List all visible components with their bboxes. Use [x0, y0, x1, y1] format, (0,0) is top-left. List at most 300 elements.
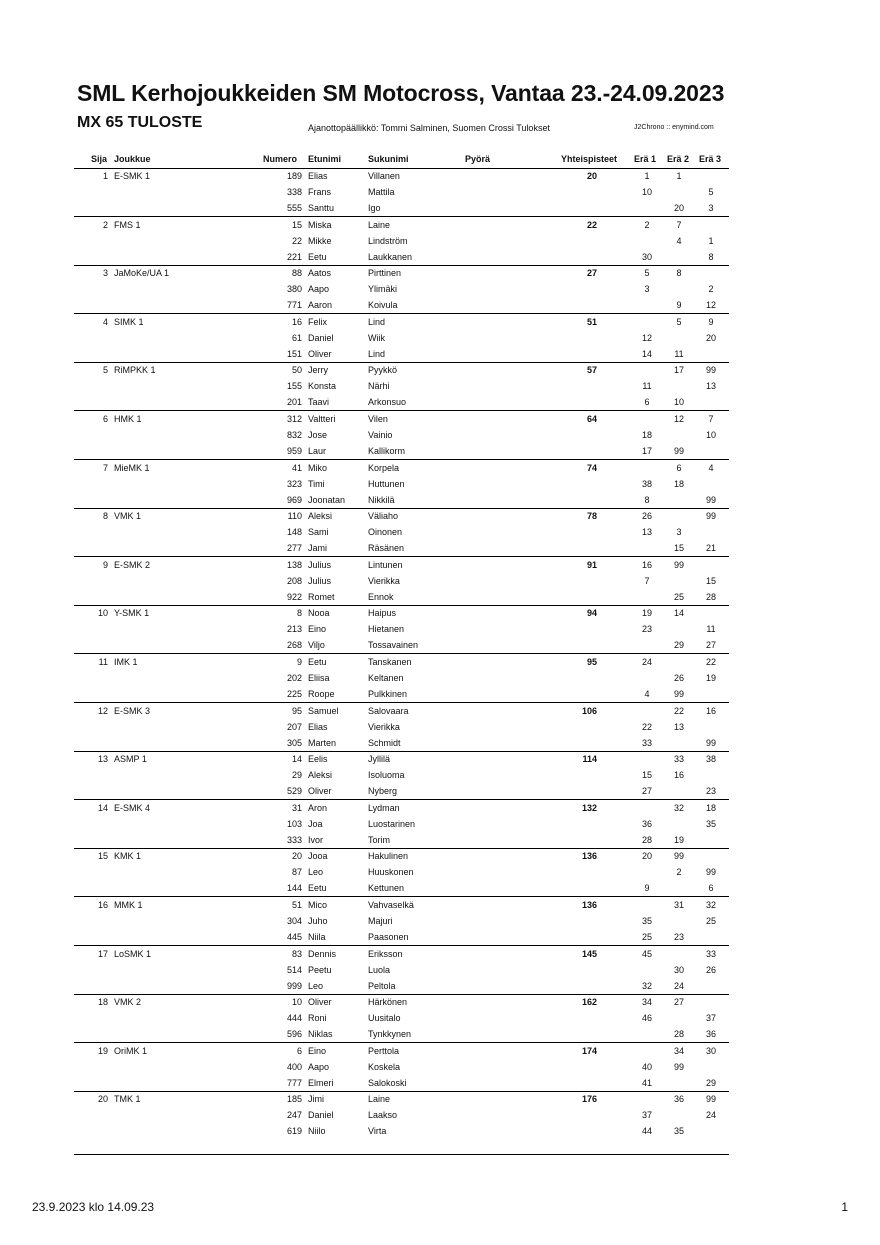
rider-first-name: Miska	[308, 219, 332, 230]
heat1-points: 12	[641, 332, 652, 343]
rider-first-name: Aaron	[308, 300, 333, 311]
rider-last-name: Härkönen	[368, 997, 408, 1008]
heat1-points: 11	[642, 381, 652, 392]
team-divider	[74, 702, 729, 703]
team-rank: 4	[102, 316, 108, 327]
rider-number: 338	[286, 187, 302, 197]
rider-number: 555	[286, 203, 302, 213]
heat2-points: 15	[673, 543, 684, 554]
page-number: 1	[841, 1200, 848, 1214]
rider-last-name: Paasonen	[368, 932, 409, 942]
rider-first-name: Aatos	[308, 268, 332, 279]
team-name: VMK 2	[114, 997, 142, 1008]
rider-number: 305	[286, 737, 302, 748]
team-total-points: 57	[586, 365, 597, 376]
rider-first-name: Julius	[308, 559, 332, 570]
rider-first-name: Viljo	[308, 640, 325, 651]
rider-last-name: Isoluoma	[368, 770, 405, 781]
team-rank: 18	[97, 997, 108, 1008]
heat2-points: 35	[673, 1126, 684, 1137]
rider-last-name: Luostarinen	[368, 818, 416, 829]
team-total-points: 106	[581, 705, 597, 716]
team-rank: 8	[102, 511, 108, 522]
team-total-points: 51	[586, 316, 597, 327]
heat1-points: 1	[644, 171, 650, 181]
col-header-era2: Erä 2	[667, 154, 690, 164]
team-name: JaMoKe/UA 1	[114, 268, 170, 279]
heat1-points: 17	[641, 446, 652, 456]
team-divider	[74, 459, 729, 460]
rider-last-name: Pulkkinen	[368, 689, 408, 699]
heat1-points: 6	[644, 397, 650, 408]
rider-number: 380	[286, 284, 302, 295]
heat3-points: 99	[705, 1094, 716, 1105]
rider-last-name: Villanen	[368, 171, 400, 181]
team-rank: 9	[102, 559, 108, 570]
team-name: VMK 1	[114, 511, 142, 522]
rider-last-name: Vierikka	[368, 721, 400, 732]
heat1-points: 35	[641, 916, 652, 926]
heat2-points: 36	[673, 1094, 684, 1105]
col-header-sukunimi: Sukunimi	[368, 154, 409, 164]
heat3-points: 27	[705, 640, 716, 651]
rider-first-name: Jerry	[308, 365, 328, 376]
heat1-points: 19	[641, 608, 652, 619]
team-divider	[74, 313, 729, 314]
heat1-points: 3	[644, 284, 650, 295]
heat1-points: 33	[641, 737, 652, 748]
heat3-points: 99	[705, 867, 716, 878]
team-divider	[74, 896, 729, 897]
heat1-points: 5	[644, 268, 650, 279]
heat2-points: 99	[673, 1061, 684, 1072]
heat1-points: 9	[644, 883, 650, 894]
rider-number: 61	[291, 332, 302, 343]
team-total-points: 22	[586, 219, 597, 230]
rider-number: 922	[286, 591, 302, 602]
team-total-points: 174	[581, 1045, 597, 1056]
heat1-points: 7	[644, 575, 650, 586]
heat2-points: 13	[673, 721, 684, 732]
team-divider	[74, 994, 729, 995]
rider-number: 529	[286, 786, 302, 797]
team-total-points: 136	[581, 900, 597, 910]
team-name: IMK 1	[114, 657, 138, 667]
team-divider	[74, 605, 729, 606]
rider-number: 15	[291, 219, 302, 230]
team-divider	[74, 556, 729, 557]
rider-first-name: Konsta	[308, 381, 337, 392]
col-header-joukkue: Joukkue	[114, 154, 151, 164]
rider-first-name: Romet	[308, 591, 335, 602]
team-divider	[74, 653, 729, 654]
team-rank: 13	[97, 754, 108, 765]
rider-first-name: Aleksi	[308, 770, 333, 781]
heat1-points: 2	[644, 219, 650, 230]
heat2-points: 99	[673, 851, 684, 862]
heat3-points: 25	[705, 916, 716, 926]
team-name: HMK 1	[114, 414, 142, 424]
page-title: SML Kerhojoukkeiden SM Motocross, Vantaa 23.-24.09.2023	[77, 80, 725, 106]
rider-last-name: Vierikka	[368, 575, 400, 586]
rider-number: 8	[296, 608, 302, 619]
heat1-points: 41	[641, 1077, 652, 1088]
team-name: Y-SMK 1	[114, 608, 150, 619]
rider-last-name: Hakulinen	[368, 851, 409, 862]
rider-last-name: Kettunen	[368, 883, 405, 894]
rider-first-name: Mikke	[308, 235, 332, 246]
heat3-points: 36	[705, 1029, 716, 1040]
heat1-points: 16	[641, 559, 652, 570]
rider-last-name: Lindström	[368, 235, 408, 246]
rider-first-name: Leo	[308, 980, 324, 991]
rider-last-name: Tynkkynen	[368, 1029, 412, 1040]
heat2-points: 3	[676, 527, 682, 538]
heat2-points: 29	[673, 640, 684, 651]
heat3-points: 10	[705, 430, 716, 440]
heat3-points: 1	[708, 235, 714, 246]
heat2-points: 24	[673, 980, 684, 991]
team-divider	[74, 508, 729, 509]
rider-first-name: Eetu	[308, 883, 327, 894]
rider-number: 832	[286, 430, 302, 440]
rider-last-name: Vilen	[368, 414, 388, 424]
team-name: MMK 1	[114, 900, 143, 910]
heat3-points: 6	[708, 883, 714, 894]
rider-number: 87	[291, 867, 302, 878]
rider-first-name: Leo	[308, 867, 324, 878]
team-name: ASMP 1	[114, 754, 147, 765]
rider-number: 277	[286, 543, 302, 554]
rider-first-name: Felix	[308, 316, 328, 327]
rider-number: 155	[286, 381, 302, 392]
heat1-points: 8	[644, 494, 650, 505]
rider-number: 213	[286, 624, 302, 635]
rider-number: 959	[286, 446, 302, 456]
team-rank: 17	[97, 948, 108, 959]
heat2-points: 99	[673, 689, 684, 699]
heat1-points: 46	[641, 1013, 652, 1024]
rider-last-name: Vahvaselkä	[368, 900, 414, 910]
rider-first-name: Valtteri	[308, 414, 336, 424]
team-divider	[74, 848, 729, 849]
heat3-points: 20	[705, 332, 716, 343]
rider-number: 31	[291, 802, 302, 813]
rider-first-name: Ivor	[308, 834, 324, 845]
rider-number: 225	[286, 689, 302, 699]
team-name: SIMK 1	[114, 316, 144, 327]
rider-last-name: Schmidt	[368, 737, 401, 748]
team-rank: 7	[102, 462, 108, 473]
rider-number: 999	[286, 980, 302, 991]
heat3-points: 13	[705, 381, 716, 392]
team-divider	[74, 1091, 729, 1092]
team-rank: 12	[97, 705, 108, 716]
team-name: MieMK 1	[114, 462, 150, 473]
col-header-sija: Sija	[91, 154, 108, 164]
team-divider	[74, 1042, 729, 1043]
rider-number: 514	[286, 964, 302, 975]
team-rank: 3	[102, 268, 108, 279]
team-rank: 5	[102, 365, 108, 376]
heat3-points: 99	[705, 365, 716, 376]
team-rank: 2	[102, 219, 108, 230]
rider-first-name: Jose	[308, 430, 328, 440]
rider-first-name: Aron	[308, 802, 328, 813]
rider-first-name: Eelis	[308, 754, 328, 765]
col-header-era1: Erä 1	[634, 154, 657, 164]
rider-first-name: Oliver	[308, 786, 332, 797]
col-header-pyora: Pyörä	[465, 154, 491, 164]
heat1-points: 32	[641, 980, 652, 991]
rider-number: 304	[286, 916, 302, 926]
rider-last-name: Huttunen	[368, 478, 405, 489]
heat2-points: 2	[676, 867, 682, 878]
rider-first-name: Julius	[308, 575, 332, 586]
rider-last-name: Korpela	[368, 462, 400, 473]
heat3-points: 37	[705, 1013, 716, 1024]
rider-last-name: Laine	[368, 219, 391, 230]
rider-last-name: Salokoski	[368, 1077, 407, 1088]
rider-first-name: Timi	[308, 478, 325, 489]
heat3-points: 12	[705, 300, 716, 311]
rider-last-name: Nikkilä	[368, 494, 395, 505]
team-name: E-SMK 3	[114, 705, 151, 716]
rider-number: 83	[291, 948, 302, 959]
rider-last-name: Lydman	[368, 802, 400, 813]
rider-number: 201	[286, 397, 302, 408]
heat1-points: 40	[641, 1061, 652, 1072]
heat2-points: 4	[676, 235, 682, 246]
rider-last-name: Tossavainen	[368, 640, 419, 651]
heat2-points: 30	[673, 964, 684, 975]
rider-first-name: Niila	[308, 932, 326, 942]
heat3-points: 30	[705, 1045, 716, 1056]
rider-first-name: Sami	[308, 527, 329, 538]
rider-number: 969	[286, 494, 302, 505]
rider-first-name: Roope	[308, 689, 335, 699]
rider-last-name: Ennok	[368, 591, 394, 602]
col-header-era3: Erä 3	[699, 154, 722, 164]
team-divider	[74, 216, 729, 217]
team-name: LoSMK 1	[114, 948, 152, 959]
rider-first-name: Laur	[308, 446, 327, 456]
rider-last-name: Ylimäki	[368, 284, 398, 295]
rider-number: 444	[286, 1013, 302, 1024]
rider-first-name: Miko	[308, 462, 328, 473]
rider-last-name: Laine	[368, 1094, 391, 1105]
rider-last-name: Lind	[368, 348, 386, 359]
rider-number: 323	[286, 478, 302, 489]
rider-last-name: Kallikorm	[368, 446, 406, 456]
heat2-points: 19	[673, 834, 684, 845]
heat3-points: 19	[705, 673, 716, 683]
rider-first-name: Aapo	[308, 284, 330, 295]
heat2-points: 34	[673, 1045, 684, 1056]
rider-first-name: Santtu	[308, 203, 335, 213]
team-total-points: 91	[586, 559, 597, 570]
heat1-points: 10	[641, 187, 652, 197]
heat3-points: 28	[705, 591, 716, 602]
heat2-points: 28	[673, 1029, 684, 1040]
heat2-points: 12	[673, 414, 684, 424]
rider-number: 247	[286, 1110, 302, 1121]
rider-number: 333	[286, 834, 302, 845]
rider-last-name: Eriksson	[368, 948, 403, 959]
team-name: RiMPKK 1	[114, 365, 156, 376]
rider-number: 138	[286, 559, 302, 570]
rider-last-name: Luola	[368, 964, 391, 975]
rider-last-name: Torim	[368, 834, 390, 845]
heat2-points: 5	[676, 316, 682, 327]
heat2-points: 9	[676, 300, 682, 311]
rider-number: 189	[286, 171, 302, 181]
rider-number: 268	[286, 640, 302, 651]
rider-number: 88	[291, 268, 302, 279]
rider-number: 777	[286, 1077, 302, 1088]
rider-first-name: Aapo	[308, 1061, 330, 1072]
rider-last-name: Keltanen	[368, 673, 404, 683]
rider-first-name: Marten	[308, 737, 337, 748]
rider-last-name: Wiik	[368, 332, 385, 343]
heat3-points: 32	[705, 900, 716, 910]
heat1-points: 30	[641, 251, 652, 262]
team-name: E-SMK 2	[114, 559, 151, 570]
heat2-points: 11	[674, 348, 684, 359]
heat1-points: 37	[641, 1110, 652, 1121]
heat3-points: 29	[705, 1077, 716, 1088]
rider-first-name: Eliisa	[308, 673, 330, 683]
team-name: OriMK 1	[114, 1045, 148, 1056]
team-name: TMK 1	[114, 1094, 141, 1105]
team-total-points: 145	[581, 948, 597, 959]
rider-last-name: Laakso	[368, 1110, 398, 1121]
rider-first-name: Eino	[308, 624, 327, 635]
team-total-points: 20	[586, 171, 597, 181]
heat2-points: 14	[673, 608, 684, 619]
heat3-points: 18	[705, 802, 716, 813]
rider-first-name: Samuel	[308, 705, 339, 716]
heat2-points: 23	[673, 932, 684, 942]
heat2-points: 31	[673, 900, 684, 910]
rider-number: 95	[291, 705, 302, 716]
heat1-points: 26	[641, 511, 652, 522]
heat3-points: 23	[705, 786, 716, 797]
rider-first-name: Daniel	[308, 332, 334, 343]
rider-number: 50	[291, 365, 302, 376]
rider-first-name: Aleksi	[308, 511, 333, 522]
heat1-points: 4	[644, 689, 650, 699]
rider-last-name: Vainio	[368, 430, 393, 440]
team-total-points: 114	[582, 754, 597, 765]
rider-first-name: Oliver	[308, 997, 332, 1008]
rider-first-name: Mico	[308, 900, 328, 910]
rider-last-name: Laukkanen	[368, 251, 413, 262]
heat1-points: 23	[641, 624, 652, 635]
rider-first-name: Elias	[308, 171, 328, 181]
rider-last-name: Pyykkö	[368, 365, 398, 376]
team-rank: 16	[97, 900, 108, 910]
heat1-points: 18	[641, 430, 652, 440]
team-divider	[74, 799, 729, 800]
team-name: E-SMK 1	[114, 171, 151, 181]
team-total-points: 95	[586, 657, 597, 667]
rider-number: 29	[291, 770, 302, 781]
rider-last-name: Huuskonen	[368, 867, 414, 878]
header-divider	[74, 168, 729, 169]
heat1-points: 15	[641, 770, 652, 781]
rider-first-name: Nooa	[308, 608, 330, 619]
team-divider	[74, 362, 729, 363]
rider-number: 208	[286, 575, 302, 586]
heat3-points: 8	[708, 251, 714, 262]
rider-first-name: Frans	[308, 187, 332, 197]
heat2-points: 26	[673, 673, 684, 683]
heat1-points: 13	[641, 527, 652, 538]
rider-first-name: Eino	[308, 1045, 327, 1056]
heat3-points: 99	[705, 494, 716, 505]
team-total-points: 94	[586, 608, 597, 619]
rider-number: 312	[286, 414, 302, 424]
team-divider	[74, 1154, 729, 1155]
heat3-points: 33	[705, 948, 716, 959]
team-rank: 15	[97, 851, 108, 862]
rider-first-name: Dennis	[308, 948, 337, 959]
heat3-points: 4	[708, 462, 714, 473]
team-total-points: 27	[586, 268, 597, 279]
rider-last-name: Virta	[368, 1126, 387, 1137]
rider-first-name: Peetu	[308, 964, 332, 975]
heat2-points: 1	[676, 171, 682, 181]
heat3-points: 38	[705, 754, 716, 765]
team-total-points: 78	[586, 511, 597, 522]
rider-last-name: Uusitalo	[368, 1013, 401, 1024]
heat1-points: 24	[641, 657, 652, 667]
rider-last-name: Tanskanen	[368, 657, 412, 667]
rider-first-name: Daniel	[308, 1110, 334, 1121]
rider-number: 16	[291, 316, 302, 327]
rider-last-name: Igo	[368, 203, 381, 213]
rider-first-name: Niilo	[308, 1126, 326, 1137]
heat3-points: 11	[706, 624, 716, 635]
heat3-points: 26	[705, 964, 716, 975]
heat1-points: 36	[641, 818, 652, 829]
heat1-points: 25	[641, 932, 652, 942]
rider-last-name: Lind	[368, 316, 386, 327]
rider-number: 619	[286, 1126, 302, 1137]
heat1-points: 45	[641, 948, 652, 959]
heat3-points: 99	[705, 737, 716, 748]
heat3-points: 21	[705, 543, 716, 554]
rider-first-name: Elias	[308, 721, 328, 732]
rider-first-name: Eetu	[308, 251, 327, 262]
heat2-points: 25	[673, 591, 684, 602]
heat1-points: 44	[641, 1126, 652, 1137]
heat1-points: 22	[641, 721, 652, 732]
heat2-points: 6	[676, 462, 682, 473]
heat1-points: 20	[641, 851, 652, 862]
heat2-points: 27	[673, 997, 684, 1008]
rider-first-name: Eetu	[308, 657, 327, 667]
heat3-points: 22	[705, 657, 716, 667]
team-name: E-SMK 4	[114, 802, 151, 813]
rider-last-name: Mattila	[368, 187, 395, 197]
rider-number: 14	[291, 754, 302, 765]
rider-number: 103	[286, 818, 302, 829]
team-rank: 10	[97, 608, 108, 619]
rider-last-name: Hietanen	[368, 624, 405, 635]
heat2-points: 8	[676, 268, 682, 279]
